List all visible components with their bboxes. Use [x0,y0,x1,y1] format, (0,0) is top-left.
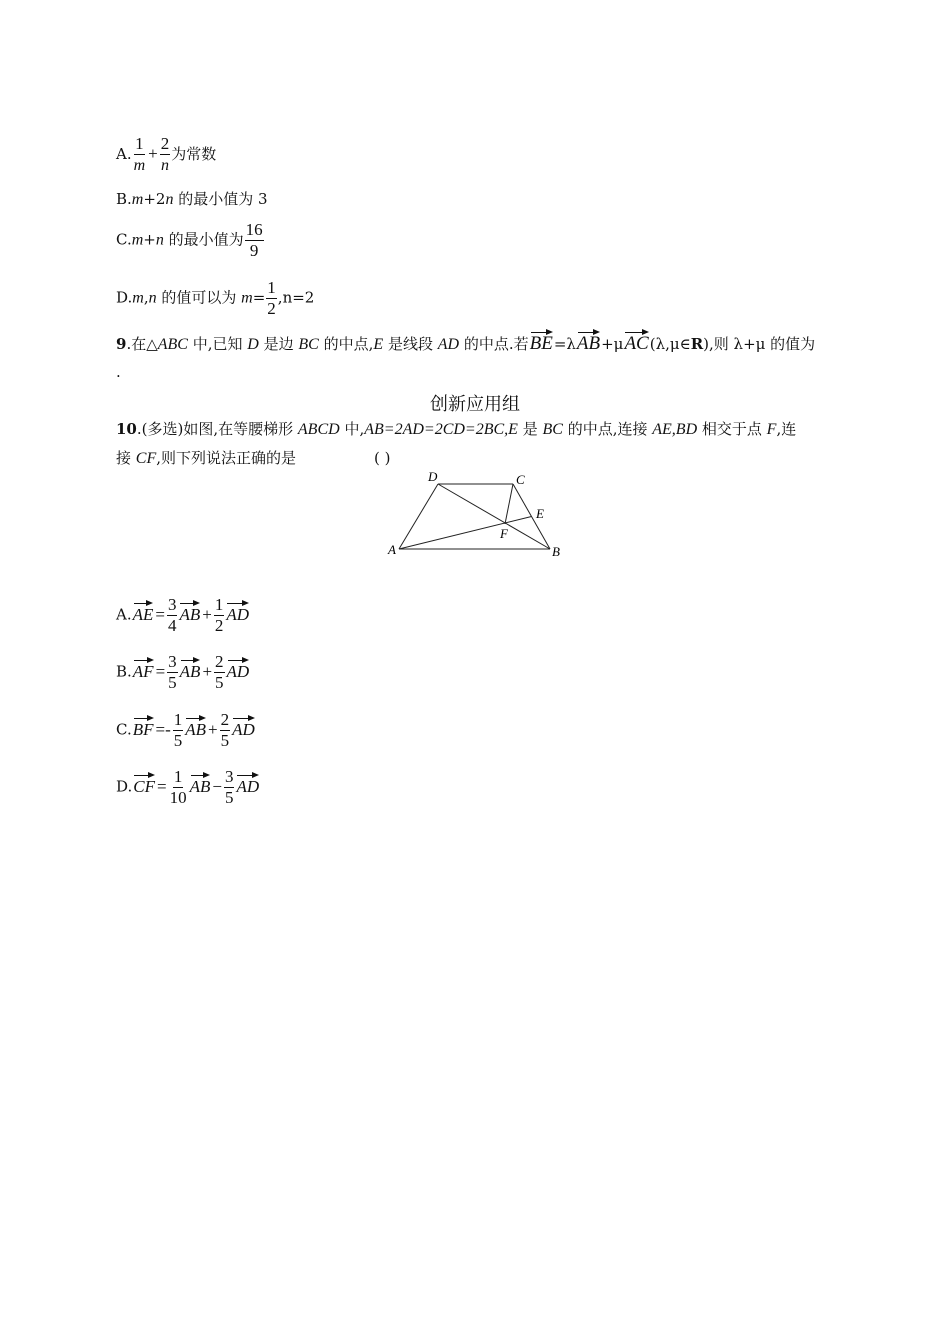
vector-lhs: BF [133,716,154,740]
label-b: B [552,544,560,559]
question-10-line2: 接 CF,则下列说法正确的是 ( ) [116,449,391,467]
vector-ad: AD [226,601,249,625]
q10-option-c: C.BF =- $\frac{1}{5}$ AB + $\frac{2}{5}$ AD [116,710,255,750]
trapezoid-figure [385,468,575,563]
vector-lhs: AE [133,601,154,625]
label-f: F [500,526,508,541]
label-d: D [428,469,438,484]
vector-ad: AD [236,773,259,797]
vector-ab: AB [180,658,201,682]
question-9: 9.在△ABC 中,已知 D 是边 BC 的中点,E 是线段 AD 的中点.若BE=λAB+μAC(λ,μ∈R),则 λ+μ 的值为 [116,330,815,355]
label-a: A [388,542,396,557]
vector-ab: AB [577,330,600,354]
section-title: 创新应用组 [430,394,520,415]
q10-option-a: A.AE = $\frac{3}{4}$ AB + $\frac{1}{2}$ AD [116,595,250,635]
q8-option-a: A. $\frac{1}{m}$ + $\frac{2}{n}$ 为常数 [116,134,217,174]
vector-ab: AB [185,716,206,740]
fraction: $\frac{1}{10}$ [169,767,187,807]
label-c: C [516,472,525,487]
fraction: $\frac{16}{9}$ [245,220,263,260]
question-number: 9 [116,335,127,353]
fraction: $\frac{2}{5}$ [220,710,230,750]
vector-lhs: AF [133,658,154,682]
fraction: $\frac{3}{5}$ [168,652,177,692]
vector-ad: AD [232,716,255,740]
q10-option-d: D.CF = $\frac{1}{10}$ AB − $\frac{3}{5}$ AD [116,767,260,807]
vector-ab: AB [179,601,200,625]
fraction: $\frac{2}{5}$ [215,652,224,692]
q8-option-d: D.m,n 的值可以为 m= $\frac{1}{2}$ ,n=2 [116,278,315,318]
fraction: $\frac{1}{2}$ [267,278,276,318]
fraction: $\frac{1}{2}$ [214,595,224,635]
fraction: $\frac{1}{m}$ [133,134,146,174]
option-label: A. [116,145,132,163]
q10-option-b: B.AF = $\frac{3}{5}$ AB + $\frac{2}{5}$ AD [116,652,250,692]
segment-cf [505,484,513,524]
question-number: 10 [116,420,137,438]
fraction: $\frac{1}{5}$ [173,710,183,750]
q8-option-b: B.m+2n 的最小值为 3 [116,190,268,208]
vector-ab: AB [190,773,211,797]
fraction: $\frac{3}{5}$ [224,767,234,807]
label-e: E [536,506,544,521]
answer-parentheses: ( ) [374,449,391,467]
vector-ac: AC [624,330,648,354]
vector-ad: AD [227,658,250,682]
segment-ae [399,517,532,550]
segment-ad [399,484,438,549]
q8-option-c: C.m+n 的最小值为 $\frac{16}{9}$ [116,220,263,260]
vector-lhs: CF [133,773,155,797]
fraction: $\frac{3}{4}$ [167,595,177,635]
vector-be: BE [530,330,553,354]
q9-blank-end: . [116,363,121,381]
question-10: 10.(多选)如图,在等腰梯形 ABCD 中,AB=2AD=2CD=2BC,E 是 BC 的中点,连接 AE,BD 相交于点 F,连 [116,420,797,438]
segment-bd [438,484,550,549]
fraction: $\frac{2}{n}$ [160,134,170,174]
